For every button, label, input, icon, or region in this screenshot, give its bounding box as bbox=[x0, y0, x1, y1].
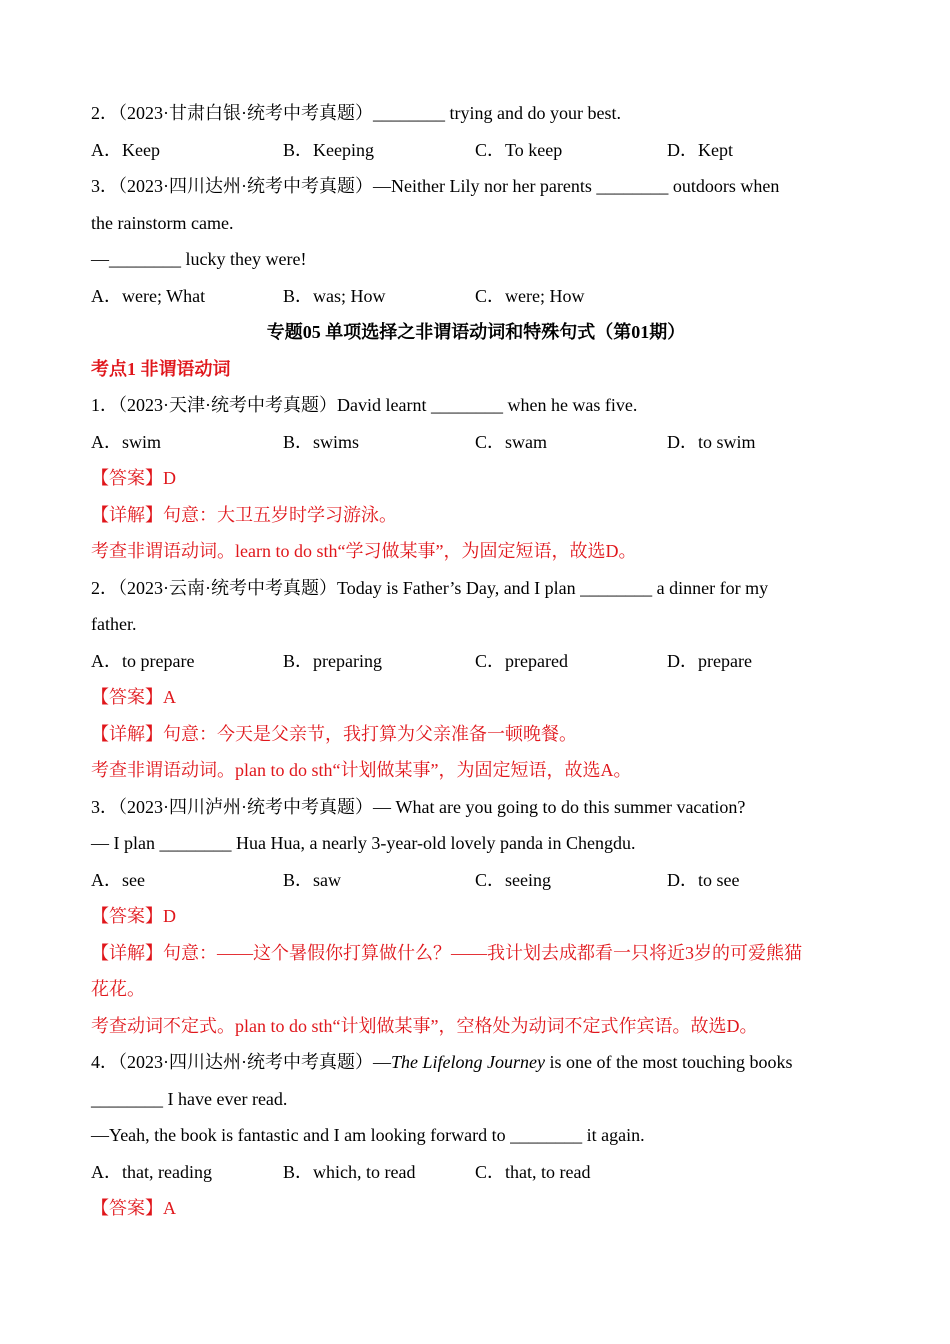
prev-q3-stem-line3: —________ lucky they were! bbox=[91, 249, 307, 269]
q1-stem: 1．（2023·天津·统考中考真题）David learnt ________ when he was five. bbox=[91, 395, 638, 415]
prev-q2-stem: 2．（2023·甘肃白银·统考中考真题）________ trying and do your best. bbox=[91, 103, 621, 123]
option-b: B．saw bbox=[283, 869, 341, 890]
q3-detail-line1: 【详解】句意：——这个暑假你打算做什么？——我计划去成都看一只将近3岁的可爱熊猫 bbox=[91, 942, 802, 963]
q4-stem-line2: ________ I have ever read. bbox=[91, 1088, 288, 1109]
q1-answer: 【答案】D bbox=[91, 468, 176, 488]
option-c: C．were; How bbox=[475, 285, 585, 306]
option-b: B．preparing bbox=[283, 650, 382, 671]
q4-answer: 【答案】A bbox=[91, 1198, 176, 1218]
option-c: C．seeing bbox=[475, 869, 551, 890]
option-b: B．swims bbox=[283, 431, 360, 452]
document-page bbox=[91, 95, 861, 1227]
q1-analysis: 考查非谓语动词。learn to do sth“学习做某事”，为固定短语，故选D。 bbox=[91, 541, 637, 561]
q3-answer: 【答案】D bbox=[91, 906, 176, 926]
option-b: B．Keeping bbox=[283, 139, 374, 160]
q4-stem-suffix: is one of the most touching books bbox=[544, 1052, 793, 1072]
option-b: B．was; How bbox=[283, 285, 386, 306]
q3-stem-line2: — I plan ________ Hua Hua, a nearly 3-year-old lovely panda in Chengdu. bbox=[91, 833, 636, 853]
option-d: D．to swim bbox=[667, 431, 756, 452]
q4-options bbox=[91, 1154, 861, 1191]
q1-detail: 【详解】句意：大卫五岁时学习游泳。 bbox=[91, 504, 397, 525]
q2-stem-line1: 2．（2023·云南·统考中考真题）Today is Father’s Day, and I plan ________ a dinner for my bbox=[91, 577, 769, 598]
q1-options bbox=[91, 424, 861, 461]
option-d: D．to see bbox=[667, 869, 740, 890]
prev-q3-options bbox=[91, 278, 861, 315]
option-c: C．prepared bbox=[475, 650, 568, 671]
q3-detail-line2: 花花。 bbox=[91, 979, 145, 999]
q2-analysis: 考查非谓语动词。plan to do sth“计划做某事”，为固定短语，故选A。 bbox=[91, 760, 632, 780]
option-a: A．were; What bbox=[91, 285, 206, 306]
option-d: D．Kept bbox=[667, 139, 733, 160]
q4-stem-line1 bbox=[91, 1044, 861, 1081]
q2-detail: 【详解】句意：今天是父亲节，我打算为父亲准备一顿晚餐。 bbox=[91, 723, 577, 744]
option-b: B．which, to read bbox=[283, 1161, 416, 1182]
q4-stem-prefix: 4．（2023·四川达州·统考中考真题）— bbox=[91, 1052, 391, 1072]
q3-stem-line1: 3．（2023·四川泸州·统考中考真题）— What are you going to do this summer vacation? bbox=[91, 796, 746, 817]
q3-options bbox=[91, 862, 861, 899]
option-a: A．that, reading bbox=[91, 1161, 212, 1182]
q3-analysis: 考查动词不定式。plan to do sth“计划做某事”，空格处为动词不定式作宾语。故选D。 bbox=[91, 1015, 758, 1036]
q4-stem-line3: —Yeah, the book is fantastic and I am looking forward to ________ it again. bbox=[91, 1125, 645, 1145]
prev-q2-options bbox=[91, 132, 861, 169]
option-a: A．Keep bbox=[91, 139, 160, 160]
option-c: C．swam bbox=[475, 431, 547, 452]
q4-book-title: The Lifelong Journey bbox=[391, 1052, 545, 1072]
section-title: 专题05 单项选择之非谓语动词和特殊句式（第01期） bbox=[266, 322, 686, 342]
prev-q3-stem-line1: 3．（2023·四川达州·统考中考真题）—Neither Lily nor her parents ________ outdoors when bbox=[91, 176, 780, 196]
q2-stem-line2: father. bbox=[91, 614, 137, 634]
option-a: A．see bbox=[91, 869, 145, 890]
option-c: C．To keep bbox=[475, 139, 563, 160]
prev-q3-stem-line2: the rainstorm came. bbox=[91, 212, 234, 233]
option-a: A．to prepare bbox=[91, 650, 195, 671]
option-d: D．prepare bbox=[667, 650, 752, 671]
q2-answer: 【答案】A bbox=[91, 687, 176, 707]
option-c: C．that, to read bbox=[475, 1161, 591, 1182]
option-a: A．swim bbox=[91, 431, 162, 452]
q2-options bbox=[91, 643, 861, 680]
kaodian-heading: 考点1 非谓语动词 bbox=[91, 358, 231, 379]
